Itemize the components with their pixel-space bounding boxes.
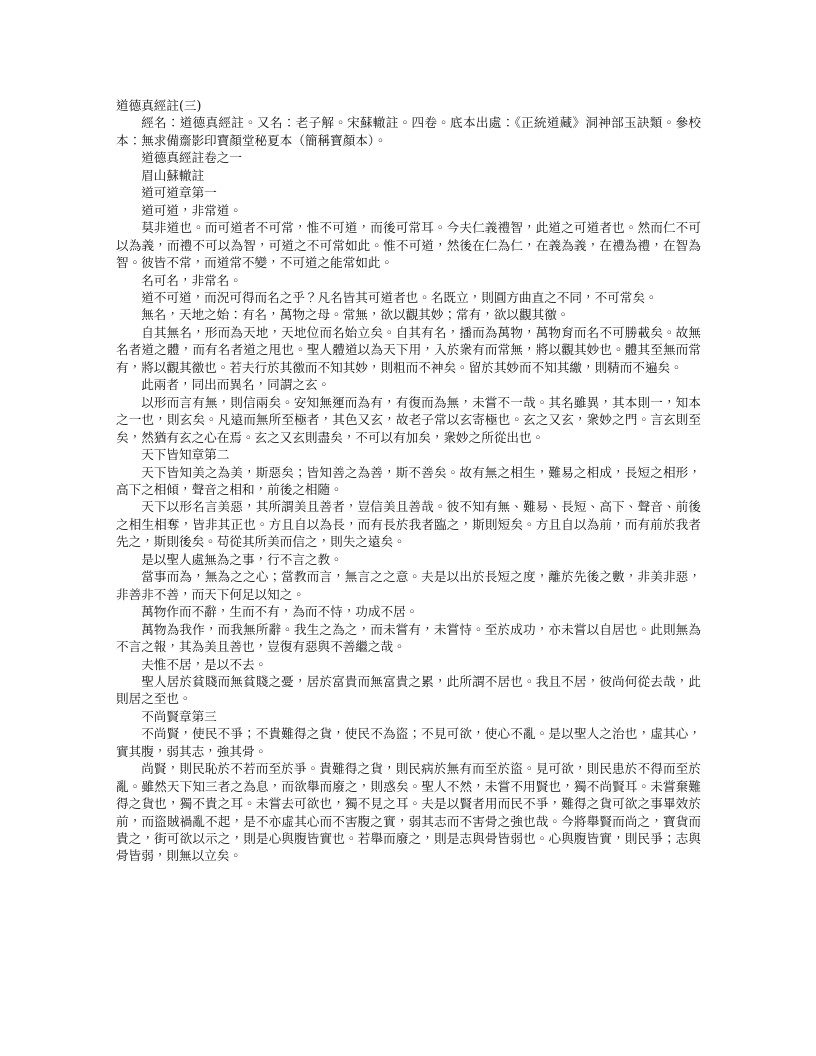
commentary-paragraph: 尚賢，則民恥於不若而至於爭。貴難得之貨，則民病於無有而至於盜。見可欲，則民患於不得而至於亂。雖然天下知三者之為息，而欲舉而廢之，則惑矣。聖人不然，未嘗不用賢也，獨不尚賢耳。未嘗棄難得之貨也，獨不貴之耳。未嘗去可欲也，獨不見之耳。夫是以賢者用而民不爭，難得之貨可欲之事畢效於前，而盜賊禍亂不起，是不亦虛其心而不害腹之實，弱其志而不害骨之強也哉。今將舉賢而尚之，寶貨而貴之，街可欲以示之，則是心與腹皆實也。若舉而廢之，則是志與骨皆弱也。心與腹皆實，則民爭；志與骨皆弱，則無以立矣。 — [116, 761, 701, 864]
commentary-paragraph: 道不可道，而況可得而名之乎？凡名皆其可道者也。名既立，則圓方曲直之不同，不可常矣。 — [141, 289, 658, 305]
scripture-line: 夫惟不居，是以不去。 — [141, 656, 268, 672]
scripture-line: 天下皆知美之為美，斯惡矣；皆知善之為善，斯不善矣。故有無之相生，難易之相成，長短之相形，高下之相傾，聲音之相和，前後之相隨。 — [116, 464, 701, 497]
chapter-heading-1: 道可道章第一 — [141, 185, 217, 201]
commentary-paragraph: 萬物為我作，而我無所辭。我生之為之，而未嘗有，未嘗恃。至於成功，亦未嘗以自居也。此則無為不言之報，其為美且善也，豈復有惡與不善繼之哉。 — [116, 621, 701, 655]
commentary-paragraph: 天下以形名言美惡，其所謂美且善者，豈信美且善哉。彼不知有無、難易、長短、高下、聲音、前後之相生相奪，皆非其正也。方且自以為長，而有長於我者臨之，斯則短矣。方且自以為前，而有前於我者先之，斯則後矣。苟從其所美而信之，則失之遠矣。 — [116, 499, 701, 550]
document-page — [116, 97, 701, 865]
chapter-heading-3: 不尚賢章第三 — [141, 708, 217, 724]
document-title: 道德真經註(三) — [116, 98, 202, 113]
commentary-paragraph: 當事而為，無為之之心；當教而言，無言之之意。夫是以出於長短之度，離於先後之數，非美非惡，非善非不善，而天下何足以知之。 — [116, 569, 701, 602]
scripture-line: 不尚賢，使民不爭；不貴難得之貨，使民不為盜；不見可欲，使心不亂。是以聖人之治也，虛其心，實其腹，弱其志，強其骨。 — [116, 726, 701, 759]
scripture-line: 名可名，非常名。 — [141, 272, 242, 288]
chapter-heading-2: 天下皆知章第二 — [141, 447, 230, 463]
commentary-paragraph: 自其無名，形而為天地，天地位而名始立矣。自其有名，播而為萬物，萬物育而名不可勝載矣。故無名者道之體，而有名者道之甩也。聖人體道以為天下用，入於衆有而常無，將以觀其妙也。體其至無而常有，將以觀其徼也。若夫行於其徼而不知其妙，則粗而不神矣。留於其妙而不知其繳，則精而不遍矣。 — [116, 324, 701, 375]
scripture-line: 萬物作而不辭，生而不有，為而不恃，功成不居。 — [141, 604, 419, 620]
commentary-paragraph: 聖人居於貧賤而無貧賤之憂，居於富貴而無富貴之累，此所謂不居也。我且不居，彼尚何從去哉，此則居之至也。 — [116, 673, 701, 707]
scripture-line: 是以聖人處無為之事，行不言之教。 — [141, 551, 343, 567]
bibliographic-note: 經名：道德真經註。又名：老子解。宋蘇轍註。四卷。底本出處：《正統道藏》洞神部玉訣類。參校本：無求備齋影印寶顏堂秘夏本（簡稱寶顏本）。 — [116, 115, 701, 148]
scripture-line: 道可道，非常道。 — [141, 202, 242, 218]
author-attribution: 眉山蘇轍註 — [141, 167, 205, 183]
scripture-line: 此兩者，同出而異名，同謂之玄。 — [141, 377, 331, 393]
volume-heading: 道德真經註卷之一 — [141, 150, 242, 166]
scripture-line: 無名，天地之始：有名，萬物之母。常無，欲以觀其妙；常有，欲以觀其徼。 — [141, 307, 570, 323]
commentary-paragraph: 以形而言有無，則信兩矣。安知無運而為有，有復而為無，未嘗不一哉。其名雖異，其本則一，知本之一也，則玄矣。凡遠而無所至極者，其色又玄，故老子常以玄寄極也。玄之又玄，衆妙之門。言玄則至矣，然猶有玄之心在焉。玄之又玄則盡矣，不可以有加矣，衆妙之所從出也。 — [116, 394, 701, 445]
commentary-paragraph: 莫非道也。而可道者不可常，惟不可道，而後可常耳。今夫仁義禮智，此道之可道者也。然而仁不可以為義，而禮不可以為智，可道之不可常如此。惟不可道，然後在仁為仁，在義為義，在禮為禮，在智為智。彼皆不常，而道常不變，不可道之能常如此。 — [116, 220, 701, 271]
